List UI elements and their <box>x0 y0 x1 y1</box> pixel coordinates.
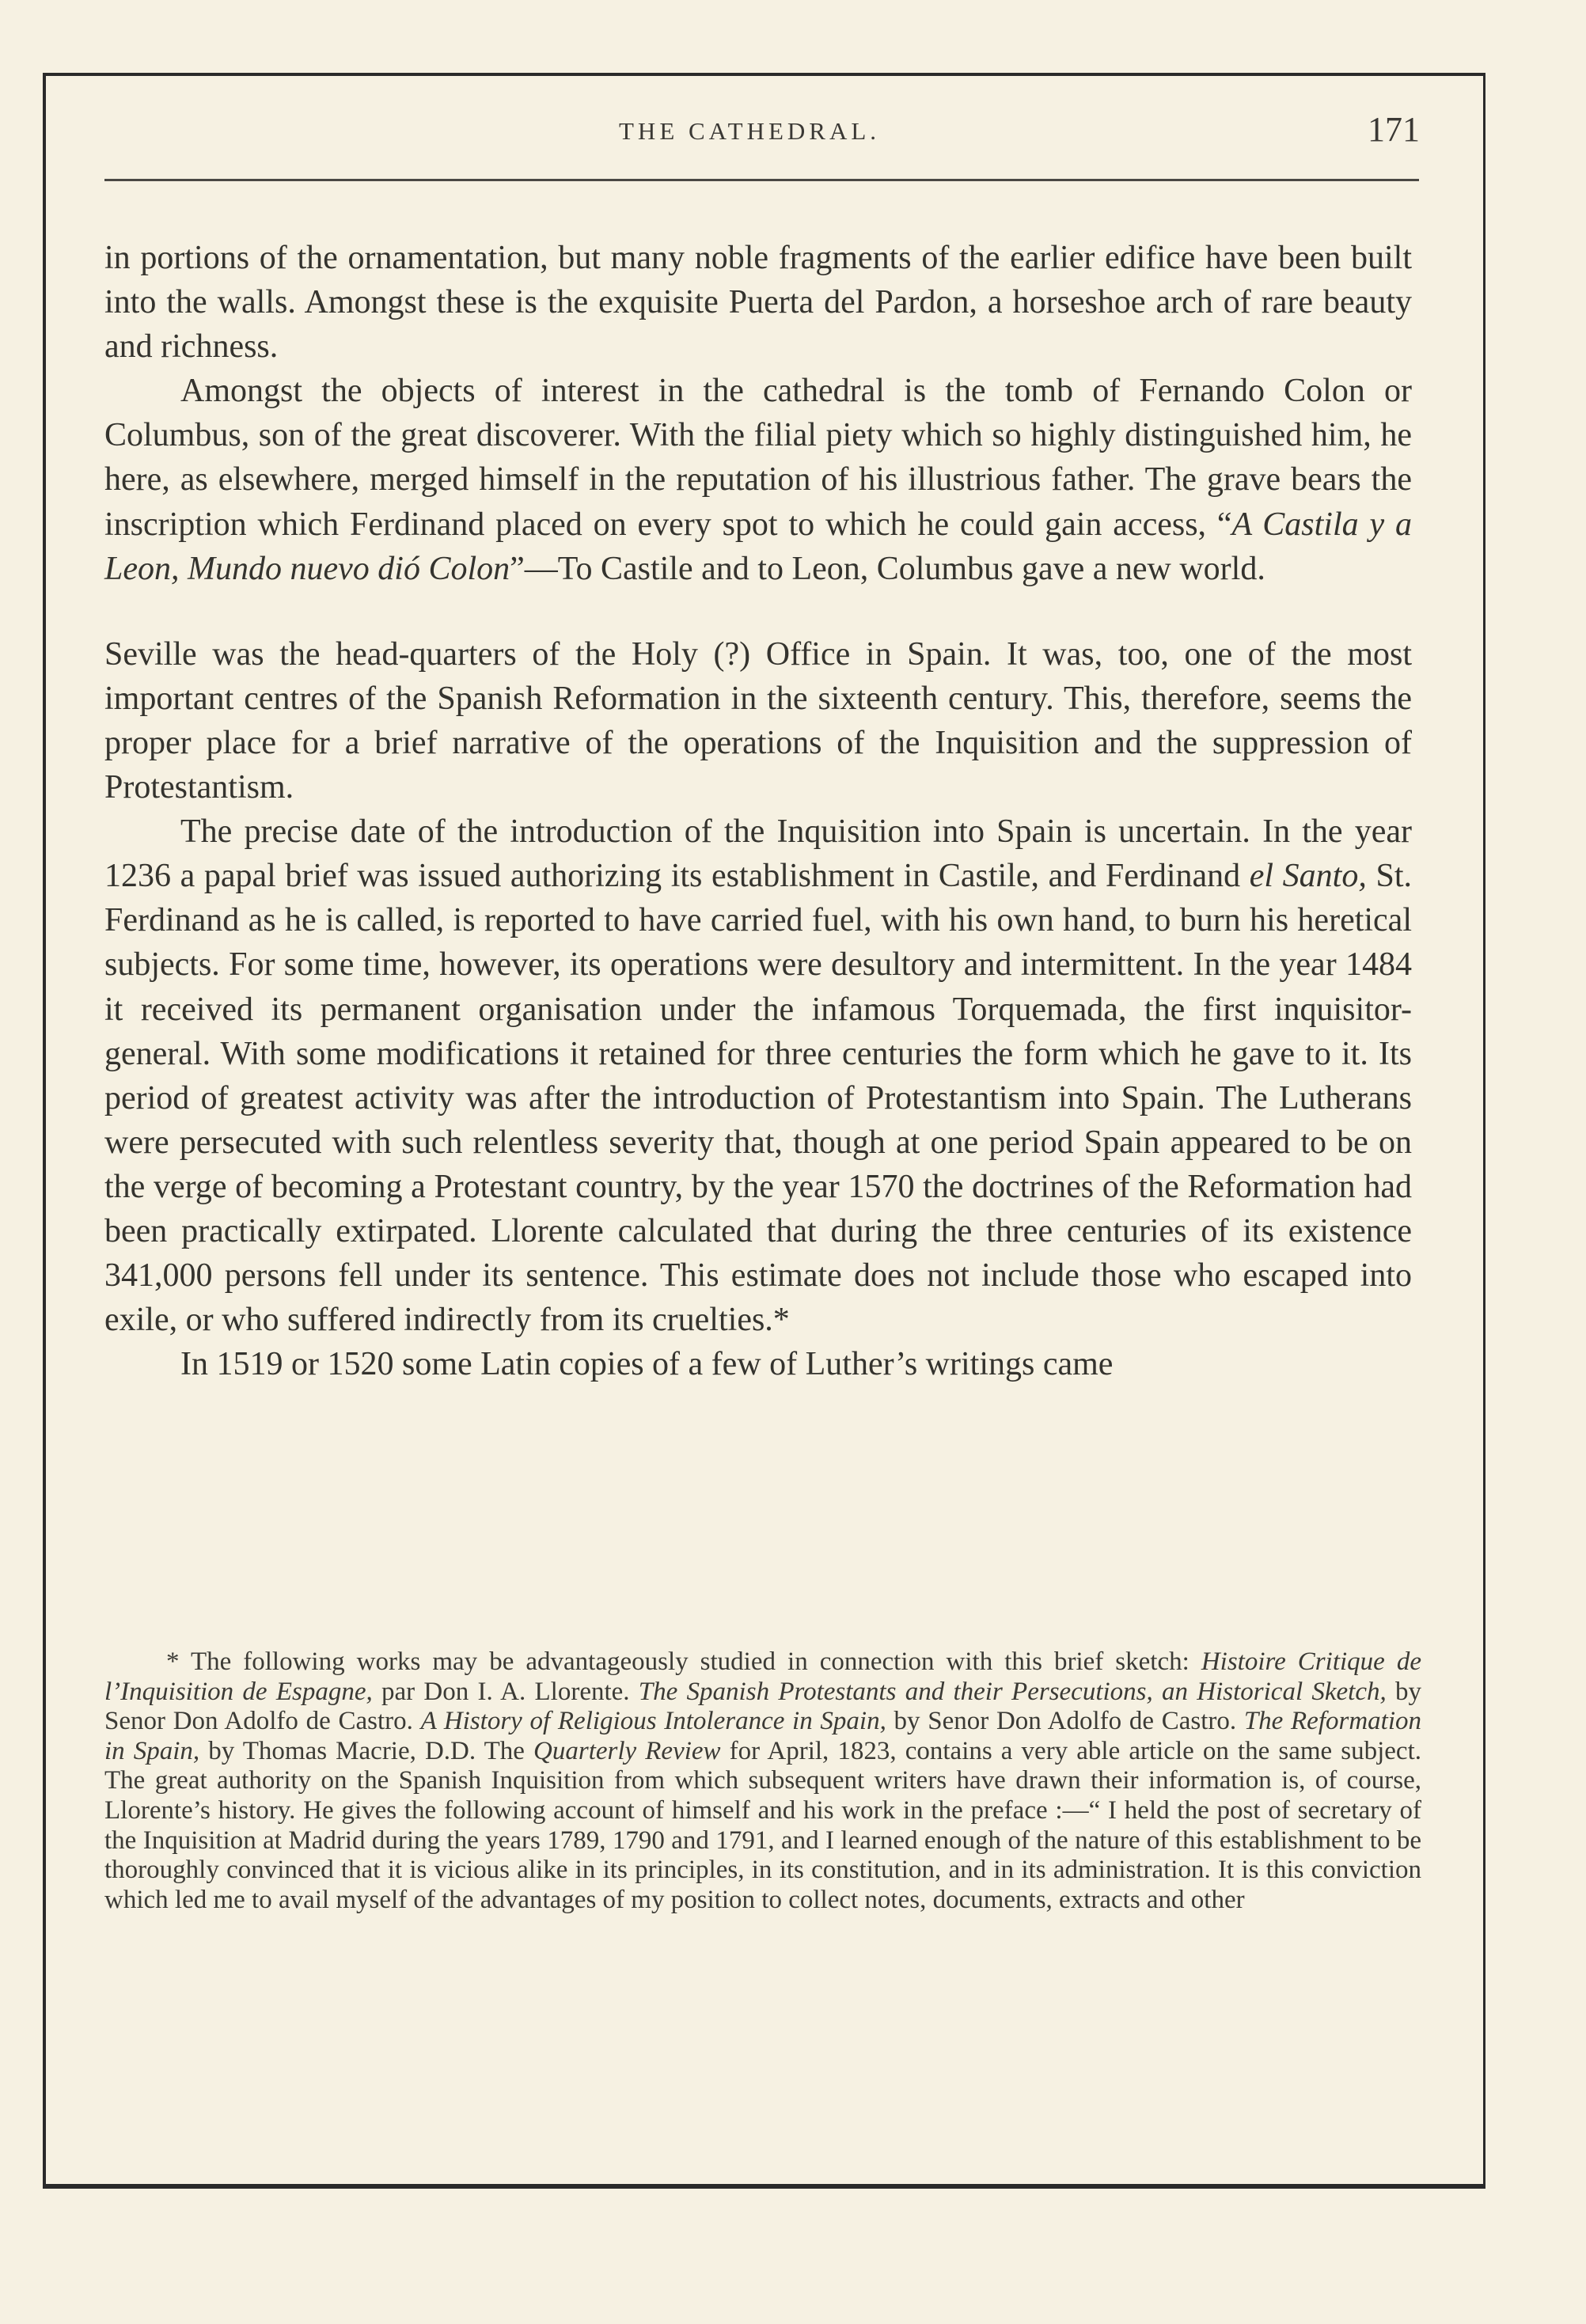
paragraph-2-italic: A Castila y a Leon, Mundo nuevo dió Colon <box>104 506 1412 587</box>
footnote-title-1: Histoire Critique de l’Inquisition de Espagne, <box>104 1647 1421 1706</box>
footnote-title-3: A History of Religious Intolerance in Spain, <box>420 1707 886 1736</box>
paragraph-5: In 1519 or 1520 some Latin copies of a few of Luther’s writings came <box>180 1346 1114 1383</box>
paragraph-4-italic: el Santo, <box>1249 858 1367 895</box>
footnote-title-2: The Spanish Protestants and their Persecutions, an Historical Sketch, <box>638 1677 1387 1706</box>
footnote-text-5: by Thomas Macrie, D.D. The <box>199 1736 534 1765</box>
paragraph-4 <box>104 809 1412 1342</box>
page-number: 171 <box>1368 110 1420 149</box>
paragraph-4-text-b: St. Ferdinand as he is called, is reported to have carried fuel, with his own hand, to burn his heretical subjects. For some time, however, its operations were desultory and intermittent. In the year 1484 it received its permanent organisation under the infamous Torquemada, the first inquisitor-general. With some modifications it retained for three centuries the form which he gave to it. Its period of greatest activity was after the introduction of Protestantism into Spain. The Lutherans were persecuted with such relentless severity that, though at one period Spain appeared to be on the verge of becoming a Protestant country, by the year 1570 the doctrines of the Reformation had been practically extirpated. Llorente calculated that during the three centuries of its existence 341,000 persons fell under its sentence. This estimate does not include those who escaped into exile, or who suffered indirectly from its cruelties.* <box>104 858 1412 1339</box>
footnote-title-5: Quarterly Review <box>533 1736 721 1765</box>
paragraph-3: Seville was the head-quarters of the Holy (?) Office in Spain. It was, too, one of the most important centres of the Spanish Reformation in the sixteenth century. This, therefore, seems the proper place for a brief narrative of the operations of the Inquisition and the suppression of Protestantism. <box>104 635 1412 806</box>
paragraph-2 <box>104 369 1412 590</box>
paragraph-2-text-a: Amongst the objects of interest in the cathedral is the tomb of Fernando Colon or Columbus, son of the great discoverer. With the filial piety which so highly distinguished him, he here, as elsewhere, merged himself in the reputation of his illustrious father. The grave bears the inscription which Ferdinand placed on every spot to which he could gain access, “ <box>104 373 1412 543</box>
footnote-title-4: The Reformation in Spain, <box>104 1707 1422 1765</box>
body-text <box>104 236 1412 1386</box>
header-rule <box>104 179 1419 181</box>
paragraph-2-text-b: ”—To Castile and to Leon, Columbus gave a new world. <box>510 550 1265 587</box>
paragraph-4-text-a: The precise date of the introduction of the Inquisition into Spain is uncertain. In the year 1236 a papal brief was issued authorizing its establishment in Castile, and Ferdinand <box>104 813 1412 895</box>
running-head: THE CATHEDRAL. <box>619 117 881 145</box>
footnote-text-3: by Senor Don Adolfo de Castro. <box>104 1677 1422 1736</box>
footnote-text-1: * The following works may be advantageously studied in connection with this brief sketch: <box>166 1647 1201 1676</box>
footnote-text-6: for April, 1823, contains a very able article on the same subject. The great authority on the Spanish Inquisition from which subsequent writers have drawn their information is, of course, Llorente’s history. He gives the following account of himself and his work in the preface :—“ I held the post of secretary of the Inquisition at Madrid during the years 1789, 1790 and 1791, and I learned enough of the nature of this establishment to be thoroughly convinced that it is vicious alike in its principles, in its constitution, and in its administration. It is this conviction which led me to avail myself of the advantages of my position to collect notes, documents, extracts and other <box>104 1736 1421 1914</box>
footnote <box>104 1647 1421 1915</box>
footnote-text-2: par Don I. A. Llorente. <box>372 1677 639 1706</box>
footnote-paragraph <box>104 1647 1421 1915</box>
paragraph-1: in portions of the ornamentation, but many noble fragments of the earlier edifice have been built into the walls. Amongst these is the exquisite Puerta del Pardon, a horseshoe arch of rare beauty and richness. <box>104 240 1412 366</box>
footnote-text-4: by Senor Don Adolfo de Castro. <box>886 1707 1244 1736</box>
